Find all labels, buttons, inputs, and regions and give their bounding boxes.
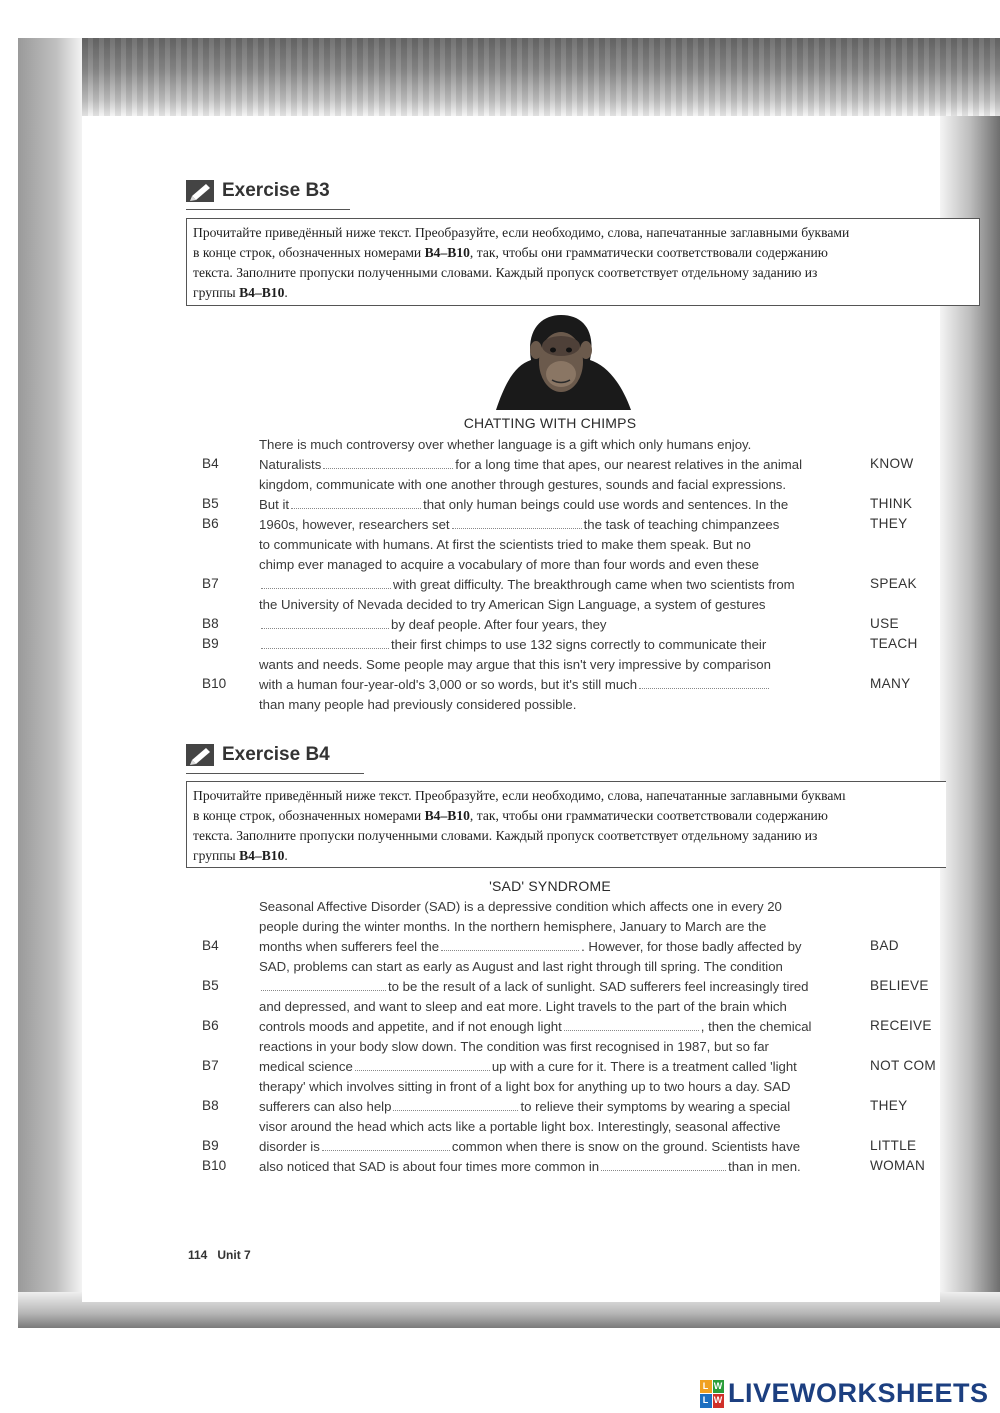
text-segment: kingdom, communicate with one another through gestures, sounds and facial expressions. [259, 477, 787, 492]
text-line [259, 635, 766, 655]
text-segment: than in men. [728, 1159, 801, 1174]
keyword: MANY [870, 676, 911, 691]
text-line [259, 1077, 791, 1097]
text-segment: SAD, problems can start as early as August and last right through till spring. The condition [259, 959, 783, 974]
keyword: THEY [870, 1098, 908, 1113]
text-line [259, 535, 751, 555]
text-segment: controls moods and appetite, and if not enough light [259, 1019, 562, 1034]
keyword: BAD [870, 938, 899, 953]
text-segment: the University of Nevada decided to try American Sign Language, a system of gestures [259, 597, 766, 612]
item-code: B10 [202, 1158, 227, 1173]
text-segment: reactions in your body slow down. The condition was first recognised in 1987, but so far [259, 1039, 769, 1054]
pencil-icon [186, 180, 214, 202]
brand-name: LIVEWORKSHEETS [728, 1378, 989, 1408]
exercise-b3-heading [186, 180, 330, 202]
text-line [259, 997, 787, 1017]
instruction-line: в конце строк, обозначенных номерами B4–B10, так, чтобы они грамматически соответствовали содержанию [193, 808, 828, 823]
item-code: B7 [202, 1058, 219, 1073]
item-code: B4 [202, 456, 219, 471]
text-line [259, 515, 779, 535]
text-segment: to relieve their symptoms by wearing a special [520, 1099, 791, 1114]
exercise-b3-instructions [186, 218, 980, 306]
text-line [259, 475, 786, 495]
item-code: B10 [202, 676, 227, 691]
instruction-line: группы B4–B10. [193, 285, 288, 300]
scan-shadow-left [18, 38, 82, 1320]
text-segment: than many people had previously considered possible. [259, 697, 577, 712]
text-line [259, 957, 783, 977]
item-code: B5 [202, 978, 219, 993]
keyword: LITTLE [870, 1138, 917, 1153]
answer-blank[interactable] [564, 1018, 699, 1031]
item-code: B5 [202, 496, 219, 511]
text-line [259, 455, 802, 475]
text-segment: Seasonal Affective Disorder (SAD) is a depressive condition which affects one in every 20 [259, 899, 782, 914]
item-code: B9 [202, 1138, 219, 1153]
exercise-b4-instructions [186, 781, 946, 868]
text-segment: and depressed, and want to sleep and eat more. Light travels to the part of the brain which [259, 999, 787, 1014]
brand-mark-icon: L W L W [700, 1380, 724, 1408]
chimpanzee-image [486, 310, 636, 410]
text-line [259, 695, 576, 715]
exercise-b4-heading [186, 744, 330, 766]
liveworksheets-logo [700, 1378, 989, 1409]
answer-blank[interactable] [452, 516, 582, 529]
text-segment: visor around the head which acts like a portable light box. Interestingly, seasonal affective [259, 1119, 781, 1134]
item-code: B7 [202, 576, 219, 591]
item-code: B9 [202, 636, 219, 651]
text-segment: There is much controversy over whether language is a gift which only humans enjoy. [259, 437, 752, 452]
exercise-b3-text-title: CHATTING WITH CHIMPS [463, 415, 637, 431]
text-line [259, 575, 795, 595]
keyword: RECEIVE [870, 1018, 932, 1033]
text-segment: also noticed that SAD is about four times more common in [259, 1159, 600, 1174]
text-segment: months when sufferers feel the [259, 939, 440, 954]
text-segment: . However, for those badly affected by [581, 939, 802, 954]
keyword: NOT COM [870, 1058, 936, 1073]
instruction-line: текста. Заполните пропуски полученными словами. Каждый пропуск соответствует отдельному заданию из [193, 265, 818, 280]
text-line [259, 1157, 801, 1177]
answer-blank[interactable] [261, 978, 386, 991]
text-segment: wants and needs. Some people may argue that this isn't very impressive by comparison [259, 657, 771, 672]
answer-blank[interactable] [261, 616, 389, 629]
instruction-line: текста. Заполните пропуски полученными словами. Каждый пропуск соответствует отдельному заданию из [193, 828, 818, 843]
text-segment: sufferers can also help [259, 1099, 392, 1114]
keyword: THINK [870, 496, 913, 511]
keyword: TEACH [870, 636, 918, 651]
text-segment: But it [259, 497, 290, 512]
text-line [259, 675, 771, 695]
text-segment: disorder is [259, 1139, 320, 1154]
text-segment: therapy' which involves sitting in front of a light box for anything up to two hours a day. SAD [259, 1079, 791, 1094]
text-segment: common when there is snow on the ground. Scientists have [451, 1139, 801, 1154]
keyword: THEY [870, 516, 908, 531]
text-line [259, 615, 607, 635]
item-code: B4 [202, 938, 219, 953]
text-line [259, 917, 766, 937]
instruction-line: Прочитайте приведённый ниже текст. Преобразуйте, если необходимо, слова, напечатанные заглавными буквами [193, 225, 850, 240]
text-segment: with great difficulty. The breakthrough came when two scientists from [393, 577, 795, 592]
item-code: B6 [202, 516, 219, 531]
keyword: BELIEVE [870, 978, 929, 993]
instruction-line: Прочитайте приведённый ниже текст. Преобразуйте, если необходимо, слова, напечатанные заглавными буквамı [193, 788, 846, 803]
text-segment: people during the winter months. In the northern hemisphere, January to March are the [259, 919, 767, 934]
text-line [259, 1037, 769, 1057]
text-segment: to communicate with humans. At first the scientists tried to make them speak. But no [259, 537, 751, 552]
keyword: WOMAN [870, 1158, 926, 1173]
answer-blank[interactable] [639, 676, 769, 689]
keyword: KNOW [870, 456, 914, 471]
text-line [259, 977, 809, 997]
text-segment: Naturalists [259, 457, 322, 472]
answer-blank[interactable] [601, 1158, 726, 1171]
text-line [259, 595, 766, 615]
text-segment: up with a cure for it. There is a treatment called 'light [491, 1059, 797, 1074]
answer-blank[interactable] [323, 456, 453, 469]
keyword: SPEAK [870, 576, 917, 591]
scan-stripes [82, 38, 1000, 116]
instruction-line: группы B4–B10. [193, 848, 288, 863]
answer-blank[interactable] [291, 496, 421, 509]
text-segment: the task of teaching chimpanzees [583, 517, 780, 532]
keyword: USE [870, 616, 899, 631]
heading-underline [186, 773, 364, 774]
text-segment: medical science [259, 1059, 353, 1074]
answer-blank[interactable] [261, 636, 389, 649]
text-line [259, 1137, 800, 1157]
text-line [259, 435, 751, 455]
text-line [259, 1117, 780, 1137]
text-line [259, 655, 771, 675]
text-segment: with a human four-year-old's 3,000 or so words, but it's still much [259, 677, 638, 692]
text-segment: their first chimps to use 132 signs correctly to communicate their [391, 637, 767, 652]
text-line [259, 1017, 812, 1037]
exercise-b4-text-title: 'SAD' SYNDROME [489, 878, 611, 894]
heading-underline [186, 209, 350, 210]
text-line [259, 1057, 797, 1077]
answer-blank[interactable] [322, 1138, 450, 1151]
text-line [259, 897, 782, 917]
exercise-b3-title: Exercise B3 [222, 180, 330, 201]
answer-blank[interactable] [393, 1098, 518, 1111]
text-line [259, 495, 788, 515]
text-line [259, 1097, 790, 1117]
text-segment: chimp ever managed to acquire a vocabulary of more than four words and even these [259, 557, 759, 572]
item-code: B6 [202, 1018, 219, 1033]
instruction-line: в конце строк, обозначенных номерами B4–B10, так, чтобы они грамматически соответствовали содержанию [193, 245, 828, 260]
item-code: B8 [202, 616, 219, 631]
text-segment: that only human beings could use words and sentences. In the [423, 497, 789, 512]
text-line [259, 555, 759, 575]
text-segment: , then the chemical [700, 1019, 812, 1034]
item-code: B8 [202, 1098, 219, 1113]
unit-label: Unit 7 [217, 1248, 251, 1262]
text-line [259, 937, 802, 957]
text-segment: by deaf people. After four years, they [391, 617, 607, 632]
text-segment: 1960s, however, researchers set [259, 517, 450, 532]
pencil-icon [186, 744, 214, 766]
text-segment: to be the result of a lack of sunlight. SAD sufferers feel increasingly tired [388, 979, 809, 994]
answer-blank[interactable] [261, 576, 391, 589]
exercise-b4-title: Exercise B4 [222, 744, 330, 765]
page-footer [188, 1248, 251, 1262]
text-segment: for a long time that apes, our nearest relatives in the animal [455, 457, 803, 472]
answer-blank[interactable] [441, 938, 579, 951]
answer-blank[interactable] [355, 1058, 490, 1071]
page-number: 114 [188, 1248, 208, 1262]
